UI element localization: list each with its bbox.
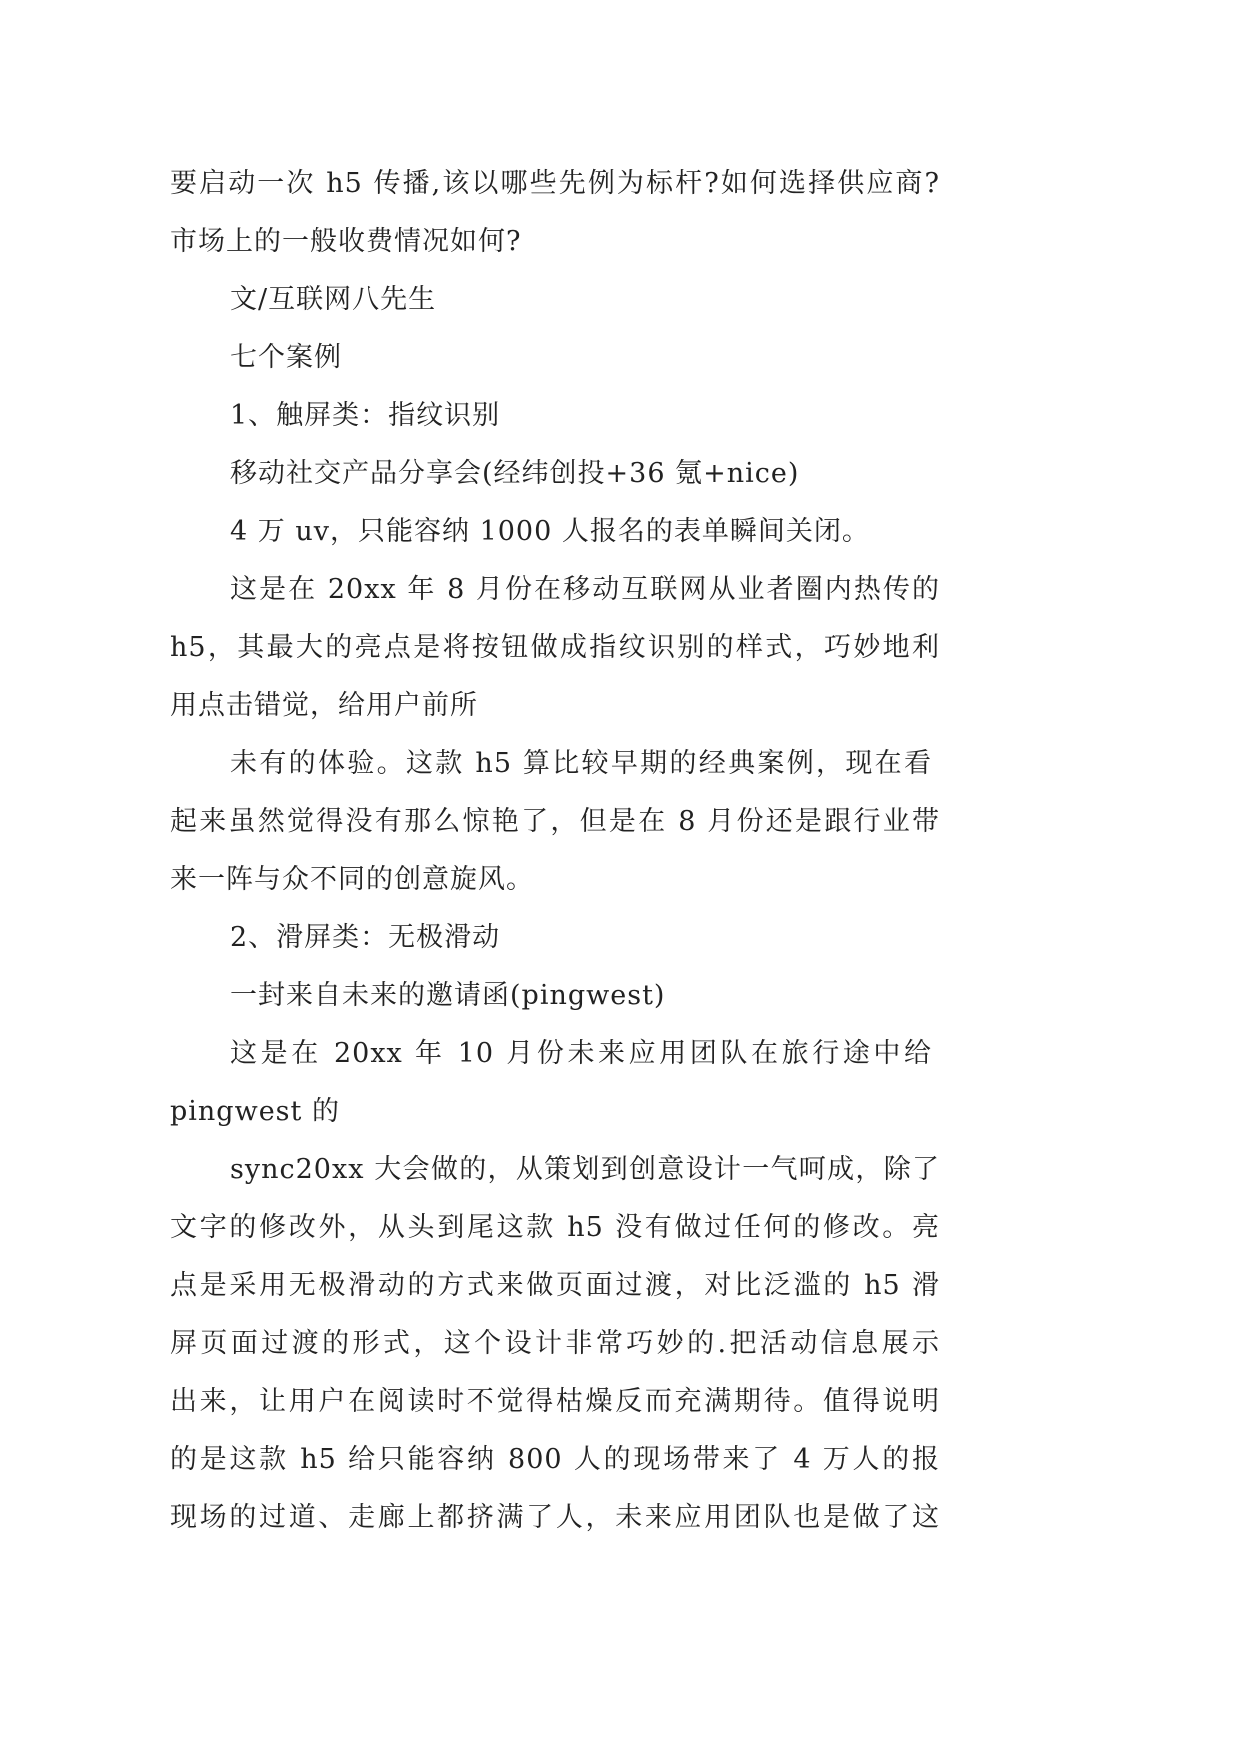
text-line: 市场上的一般收费情况如何? <box>170 226 522 257</box>
case-title: 一封来自未来的邀请函(pingwest) <box>230 980 666 1011</box>
document-body <box>170 155 940 1547</box>
text-line: 未有的体验。这款 h5 算比较早期的经典案例，现在看 <box>230 748 932 779</box>
text-line: 的是这款 h5 给只能容纳 800 人的现场带来了 4 万人的报 <box>170 1444 940 1475</box>
text-line: 屏页面过渡的形式，这个设计非常巧妙的.把活动信息展示 <box>170 1328 940 1359</box>
text-line: 点是采用无极滑动的方式来做页面过渡，对比泛滥的 h5 滑 <box>170 1270 940 1301</box>
case-heading: 2、滑屏类：无极滑动 <box>230 922 501 953</box>
text-line: 4 万 uv，只能容纳 1000 人报名的表单瞬间关闭。 <box>230 516 870 547</box>
text-line: h5，其最大的亮点是将按钮做成指纹识别的样式，巧妙地利 <box>170 632 940 663</box>
text-line: 文字的修改外，从头到尾这款 h5 没有做过任何的修改。亮 <box>170 1212 940 1243</box>
case-heading: 1、触屏类：指纹识别 <box>230 400 501 431</box>
text-line: 这是在 20xx 年 8 月份在移动互联网从业者圈内热传的 <box>230 574 940 605</box>
author-line: 文/互联网八先生 <box>230 284 437 315</box>
text-line: 用点击错觉，给用户前所 <box>170 690 478 721</box>
section-heading: 七个案例 <box>230 342 342 373</box>
text-line: 要启动一次 h5 传播,该以哪些先例为标杆?如何选择供应商? <box>170 168 940 199</box>
text-line: sync20xx 大会做的，从策划到创意设计一气呵成，除了 <box>230 1154 940 1185</box>
text-line: 起来虽然觉得没有那么惊艳了，但是在 8 月份还是跟行业带 <box>170 806 940 837</box>
case-title: 移动社交产品分享会(经纬创投+36 氪+nice) <box>230 458 800 489</box>
text-line: 这是在 20xx 年 10 月份未来应用团队在旅行途中给 <box>230 1038 932 1069</box>
text-line: 出来，让用户在阅读时不觉得枯燥反而充满期待。值得说明 <box>170 1386 940 1417</box>
text-line: 来一阵与众不同的创意旋风。 <box>170 864 534 895</box>
text-line: pingwest 的 <box>170 1096 340 1127</box>
text-line: 现场的过道、走廊上都挤满了人，未来应用团队也是做了这 <box>170 1502 940 1533</box>
